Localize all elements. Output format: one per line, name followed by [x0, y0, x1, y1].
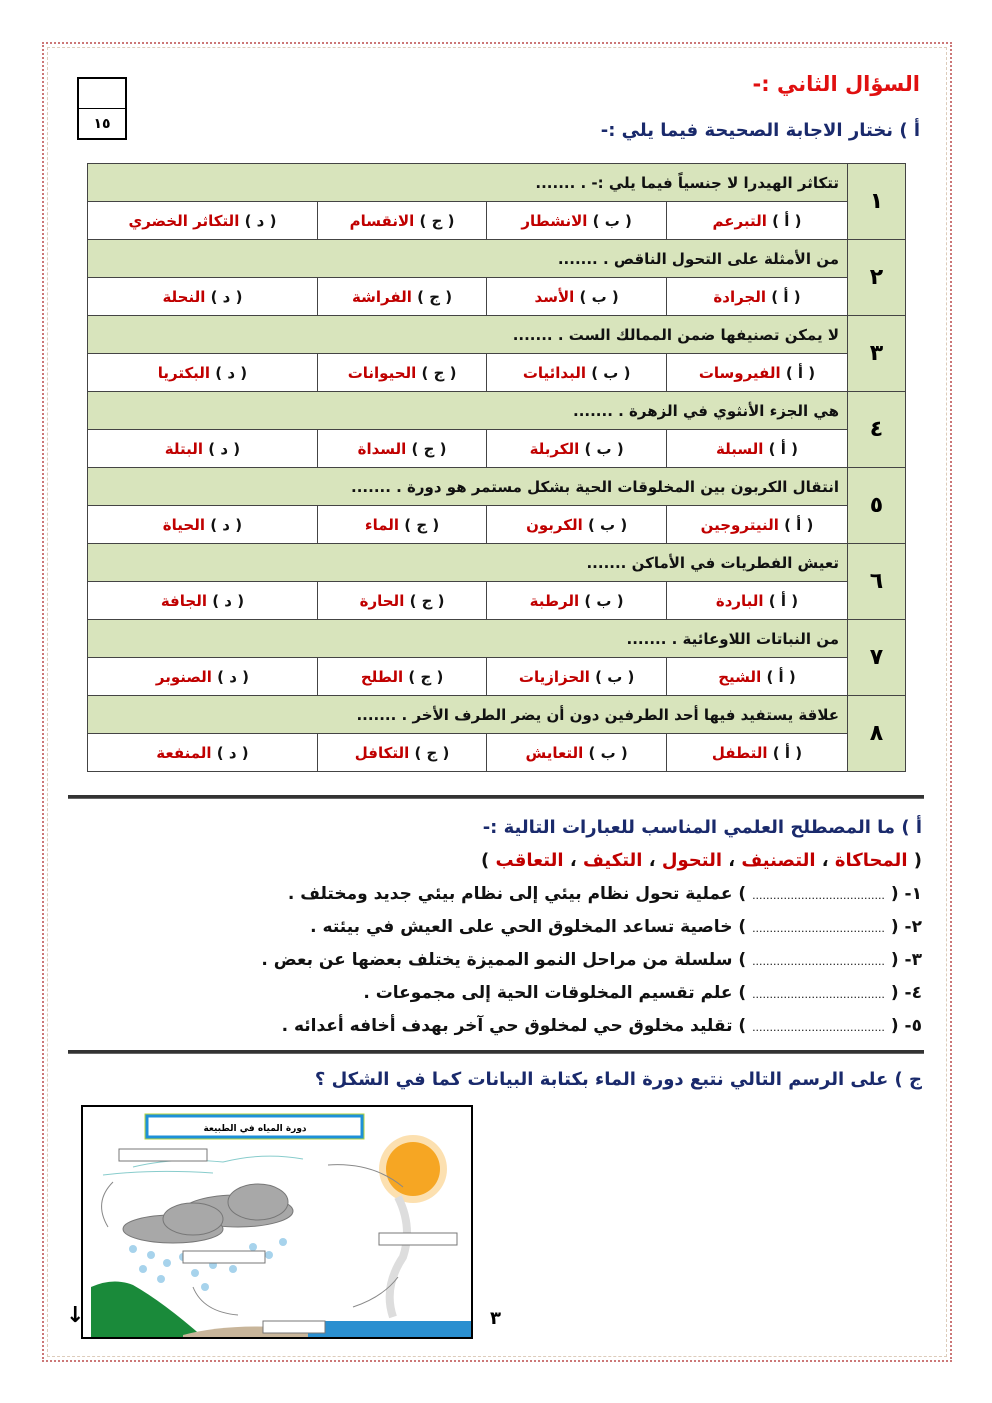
option-text: الطلح [360, 667, 404, 686]
answer-blank[interactable]: ...................................... [752, 955, 885, 968]
part-b-heading: أ ) ما المصطلح العلمي المناسب للعبارات التالية :- [482, 817, 922, 838]
water-cycle-diagram [81, 1105, 473, 1339]
question-row [88, 240, 906, 278]
answer-option[interactable] [487, 202, 667, 240]
question-row [88, 164, 906, 202]
question-row [88, 316, 906, 354]
option-letter: ( د ) [211, 743, 249, 762]
options-row [88, 734, 906, 772]
question-text: علاقة يستفيد فيها أحد الطرفين دون أن يضر الطرف الأخر . ....... [88, 696, 848, 734]
answer-option[interactable] [666, 582, 847, 620]
answer-option[interactable] [487, 430, 667, 468]
question-text: انتقال الكربون بين المخلوقات الحية بشكل مستمر هو دورة . ....... [88, 468, 848, 506]
term-item [363, 983, 922, 1003]
answer-option[interactable] [487, 658, 667, 696]
sun-icon [379, 1135, 447, 1203]
option-text: البدائيات [522, 363, 586, 382]
option-text: التبرعم [712, 211, 767, 230]
options-row [88, 202, 906, 240]
page-number: ٣ [490, 1308, 501, 1329]
options-row [88, 658, 906, 696]
item-number: ٣- ( [884, 950, 922, 970]
item-text: ) عملية تحول نظام بيئي إلى نظام بيئي جديد ومختلف . [287, 884, 753, 904]
answer-blank[interactable]: ...................................... [752, 922, 885, 935]
option-text: الجرادة [713, 287, 767, 306]
question-row [88, 696, 906, 734]
answer-option[interactable] [317, 278, 486, 316]
answer-option[interactable] [317, 582, 486, 620]
options-row [88, 506, 906, 544]
option-letter: ( ج ) [414, 211, 455, 230]
options-row [88, 278, 906, 316]
option-text: النحلة [162, 287, 206, 306]
answer-option[interactable] [317, 734, 486, 772]
option-letter: ( أ ) [766, 211, 802, 230]
term-item [282, 1016, 922, 1036]
options-row [88, 582, 906, 620]
label-box-collection [263, 1321, 325, 1333]
option-text: البكتريا [157, 363, 211, 382]
option-text: التطفل [711, 743, 768, 762]
option-text: الحياة [162, 515, 205, 534]
option-letter: ( ج ) [406, 439, 447, 458]
option-letter: ( ج ) [411, 287, 453, 306]
option-text: الماء [364, 515, 400, 534]
option-text: التكاثر الخضري [128, 211, 240, 230]
option-letter: ( ج ) [416, 363, 457, 382]
option-text: الكربلة [529, 439, 580, 458]
answer-option[interactable] [88, 506, 318, 544]
answer-option[interactable] [317, 354, 486, 392]
option-letter: ( أ ) [761, 667, 796, 686]
question-text: من النباتات اللاوعائية . ....... [88, 620, 848, 658]
option-letter: ( د ) [211, 667, 249, 686]
option-text: النيتروجين [700, 515, 779, 534]
question-number: ١ [848, 164, 906, 240]
question-title: السؤال الثاني :- [752, 72, 920, 96]
answer-option[interactable] [666, 278, 847, 316]
answer-blank[interactable]: ...................................... [752, 988, 885, 1001]
option-letter: ( د ) [206, 591, 245, 610]
rain-cloud-icon [123, 1184, 293, 1243]
option-letter: ( ب ) [587, 211, 632, 230]
option-text: الفراشة [352, 287, 412, 306]
option-text: الفيروسات [698, 363, 781, 382]
answer-option[interactable] [487, 278, 667, 316]
answer-option[interactable] [88, 582, 318, 620]
label-box-precipitation [183, 1251, 265, 1263]
divider [68, 795, 924, 799]
question-number: ٨ [848, 696, 906, 772]
option-letter: ( ج ) [403, 667, 444, 686]
question-number: ٢ [848, 240, 906, 316]
option-text: الصنوبر [155, 667, 212, 686]
answer-option[interactable] [88, 430, 318, 468]
question-row [88, 544, 906, 582]
option-letter: ( ب ) [585, 363, 631, 382]
answer-option[interactable] [487, 734, 667, 772]
option-letter: ( أ ) [780, 363, 816, 382]
part-a-heading: أ ) نختار الاجابة الصحيحة فيما يلي :- [600, 120, 920, 141]
answer-option[interactable] [487, 354, 667, 392]
raindrops-icon [129, 1238, 287, 1291]
mcq-table [87, 163, 906, 772]
term-item [261, 950, 922, 970]
label-box-evaporation [379, 1233, 457, 1245]
question-number: ٣ [848, 316, 906, 392]
option-letter: ( ج ) [399, 515, 440, 534]
option-text: الرطبة [529, 591, 580, 610]
option-letter: ( ب ) [583, 743, 628, 762]
question-number: ٤ [848, 392, 906, 468]
answer-option[interactable] [88, 202, 318, 240]
answer-option[interactable] [666, 734, 847, 772]
item-text: ) تقليد مخلوق حي لمخلوق حي آخر بهدف أخافه أعدائه . [281, 1016, 753, 1036]
answer-option[interactable] [317, 658, 486, 696]
question-text: هي الجزء الأنثوي في الزهرة . ....... [88, 392, 848, 430]
item-number: ٥- ( [884, 1016, 922, 1036]
option-letter: ( ب ) [582, 515, 628, 534]
answer-option[interactable] [88, 734, 318, 772]
answer-option[interactable] [88, 658, 318, 696]
option-letter: ( د ) [210, 363, 248, 382]
question-text: لا يمكن تصنيفها ضمن الممالك الست . ....... [88, 316, 848, 354]
option-text: الأسد [534, 287, 575, 306]
option-text: الانشطار [521, 211, 588, 230]
item-number: ٤- ( [884, 983, 922, 1003]
answer-option[interactable] [666, 354, 847, 392]
option-letter: ( د ) [239, 211, 277, 230]
option-letter: ( أ ) [763, 439, 798, 458]
answer-option[interactable] [317, 202, 486, 240]
answer-option[interactable] [88, 354, 318, 392]
option-text: الكربون [526, 515, 583, 534]
item-number: ١- ( [884, 884, 922, 904]
options-row [88, 430, 906, 468]
label-box-condensation [119, 1149, 207, 1161]
answer-option[interactable] [487, 582, 667, 620]
option-letter: ( د ) [205, 287, 243, 306]
answer-option[interactable] [487, 506, 667, 544]
item-text: ) سلسلة من مراحل النمو المميزة يختلف بعضها عن بعض . [261, 950, 753, 970]
question-text: من الأمثلة على التحول الناقص . ....... [88, 240, 848, 278]
answer-option[interactable] [88, 278, 318, 316]
figure-title: دورة المياه في الطبيعة [203, 1124, 307, 1134]
option-letter: ( د ) [203, 439, 241, 458]
question-text: تتكاثر الهيدرا لا جنسياً فيما يلي :- . ....... [88, 164, 848, 202]
question-number: ٦ [848, 544, 906, 620]
term-bank: ( المحاكاة ، التصنيف ، التحول ، التكيف ، التعاقب ) [481, 850, 922, 871]
answer-blank[interactable]: ...................................... [752, 1021, 885, 1034]
option-text: الجافة [160, 591, 207, 610]
option-text: الباردة [715, 591, 764, 610]
option-letter: ( أ ) [763, 591, 799, 610]
option-letter: ( ب ) [579, 439, 624, 458]
option-text: التكافل [354, 743, 410, 762]
option-letter: ( أ ) [767, 743, 803, 762]
term-item [310, 917, 922, 937]
part-c-heading: ج ) على الرسم التالي نتبع دورة الماء بكتابة البيانات كما في الشكل ؟ [314, 1069, 922, 1090]
answer-option[interactable] [666, 506, 847, 544]
answer-option[interactable] [666, 430, 847, 468]
option-letter: ( ب ) [574, 287, 619, 306]
item-text: ) خاصية تساعد المخلوق الحي على العيش في بيئته . [310, 917, 753, 937]
option-letter: ( أ ) [766, 287, 801, 306]
term-item [288, 884, 922, 904]
score-total: ١٥ [93, 115, 111, 132]
question-row [88, 620, 906, 658]
option-letter: ( ج ) [404, 591, 445, 610]
score-obtained[interactable] [79, 79, 125, 109]
option-letter: ( ج ) [409, 743, 450, 762]
answer-option[interactable] [666, 658, 847, 696]
question-number: ٥ [848, 468, 906, 544]
answer-option[interactable] [666, 202, 847, 240]
divider [68, 1050, 924, 1054]
option-text: السبلة [716, 439, 764, 458]
option-text: الحيوانات [347, 363, 417, 382]
arrow-down-icon: ↓ [66, 1303, 85, 1328]
question-row [88, 392, 906, 430]
option-letter: ( ب ) [579, 591, 624, 610]
options-row [88, 354, 906, 392]
option-text: الانقسام [349, 211, 415, 230]
option-text: الحارة [359, 591, 405, 610]
item-number: ٢- ( [884, 917, 922, 937]
option-text: التعايش [525, 743, 584, 762]
answer-blank[interactable]: ...................................... [752, 889, 885, 902]
option-text: الحزازيات [518, 667, 590, 686]
answer-option[interactable] [317, 506, 486, 544]
question-text: تعيش الفطريات في الأماكن ....... [88, 544, 848, 582]
option-text: البتلة [164, 439, 204, 458]
option-letter: ( ب ) [589, 667, 635, 686]
answer-option[interactable] [317, 430, 486, 468]
option-text: المنفعة [156, 743, 212, 762]
item-text: ) علم تقسيم المخلوقات الحية إلى مجموعات . [363, 983, 753, 1003]
option-letter: ( أ ) [778, 515, 814, 534]
question-row [88, 468, 906, 506]
option-letter: ( د ) [205, 515, 243, 534]
option-text: السداة [357, 439, 407, 458]
score-box [77, 77, 127, 140]
option-text: الشيح [718, 667, 762, 686]
question-number: ٧ [848, 620, 906, 696]
